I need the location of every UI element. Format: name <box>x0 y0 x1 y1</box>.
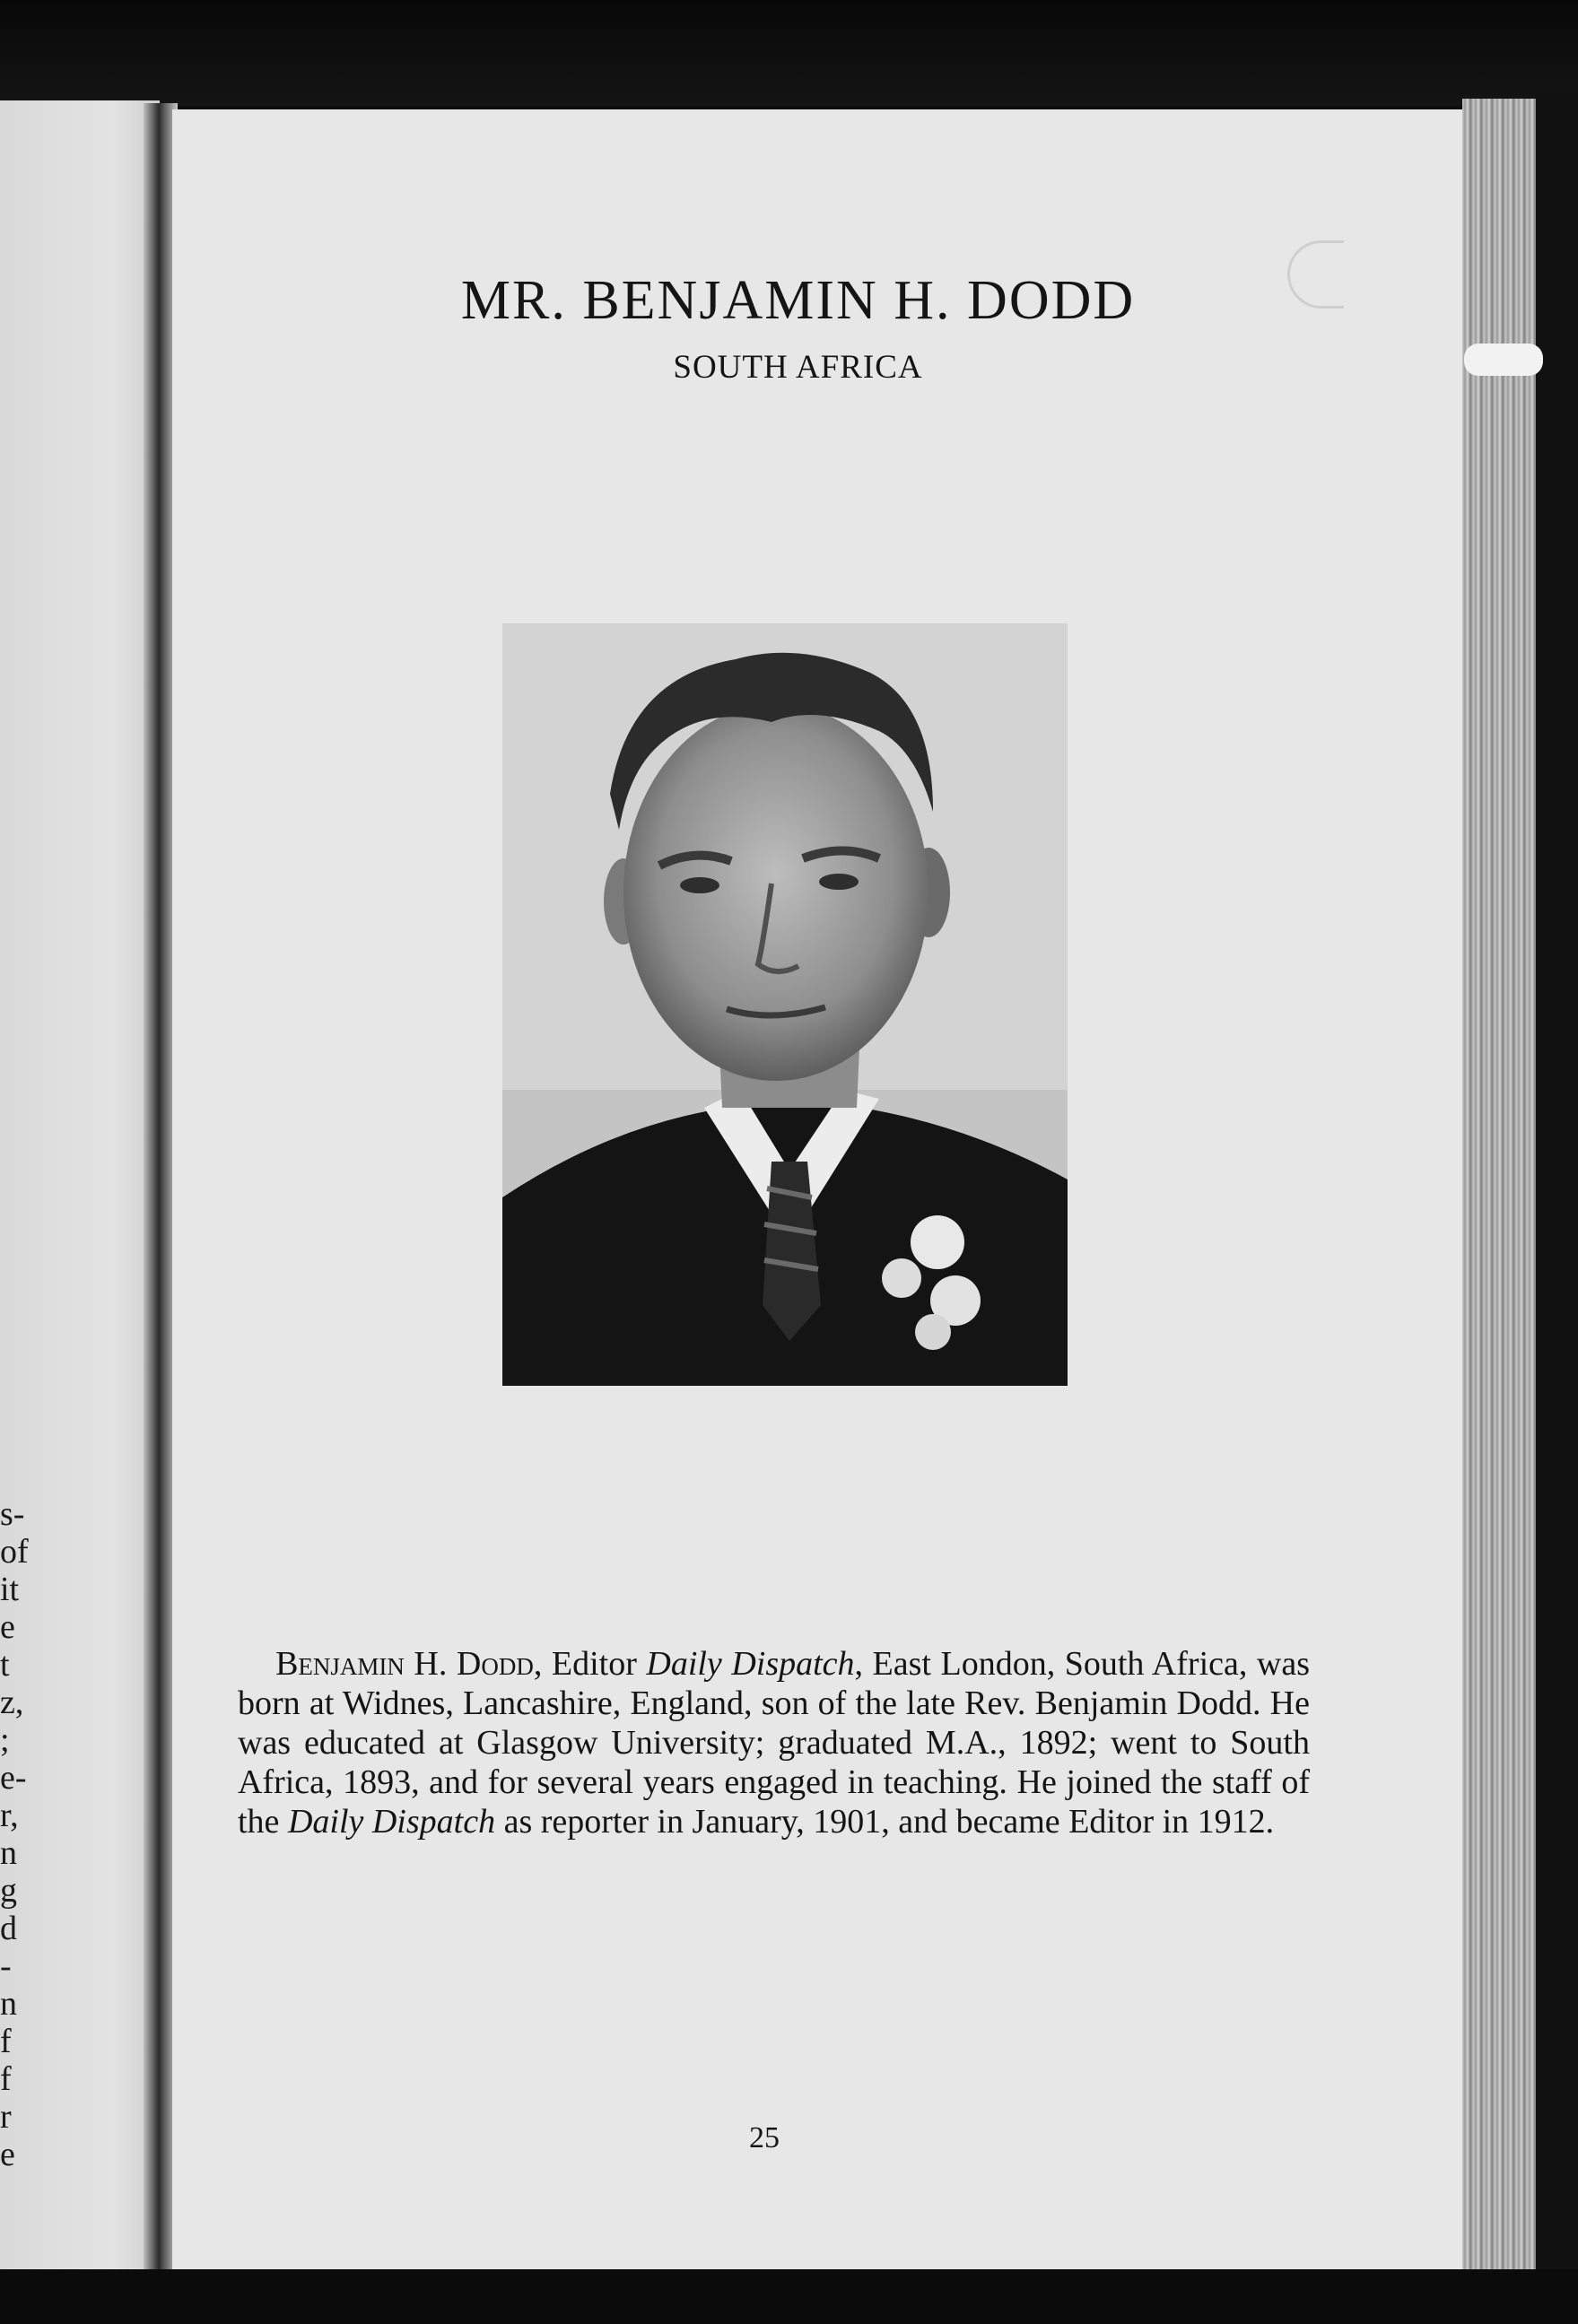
fragment-line: g <box>0 1872 17 1910</box>
page-number: 25 <box>749 2121 780 2154</box>
fragment-line: n <box>0 1985 17 2023</box>
fragment-line: d <box>0 1910 17 1947</box>
facing-page-left <box>0 100 160 2271</box>
portrait-photo <box>502 623 1068 1386</box>
bio-text-3: as reporter in January, 1901, and became Editor in 1912. <box>495 1803 1275 1841</box>
bio-publication: Daily Dispatch <box>646 1645 855 1683</box>
fragment-line: - <box>0 1947 12 1985</box>
fragment-line: s- <box>0 1495 25 1533</box>
scanner-background-bottom <box>0 2269 1578 2324</box>
book-cover-edge <box>1536 90 1578 2324</box>
fragment-line: t <box>0 1646 10 1684</box>
fragment-line: of <box>0 1533 29 1571</box>
page-edges <box>1462 99 1543 2278</box>
fragment-line: r <box>0 2098 12 2136</box>
fragment-line: e <box>0 1608 15 1646</box>
bio-publication-2: Daily Dispatch <box>287 1803 496 1841</box>
page-subtitle: SOUTH AFRICA <box>673 349 923 386</box>
fragment-line: f <box>0 2023 12 2060</box>
fragment-line: n <box>0 1834 17 1872</box>
fragment-line: ; <box>0 1721 10 1759</box>
fragment-line: it <box>0 1571 20 1608</box>
portrait-illustration <box>502 623 1068 1386</box>
bio-subject-name: Benjamin H. Dodd <box>275 1645 534 1683</box>
page-tab-mark <box>1464 344 1543 376</box>
bio-text-2: , East London, South Africa, was born at Widnes, Lancashire, England, son of the late Rev. Benjamin Dodd. He was educated at Glasgow University; graduated M.A., 1892; went to South Africa, 1893, and for several years engaged in teaching. He joined the staff of the <box>238 1645 1310 1841</box>
scanner-background-top <box>0 0 1578 106</box>
facing-page-text-fragments <box>0 1495 27 2173</box>
biography-paragraph <box>238 1644 1310 1841</box>
fragment-line: z, <box>0 1684 24 1721</box>
bio-text-1: , Editor <box>533 1645 647 1683</box>
fragment-line: e- <box>0 1759 27 1797</box>
fragment-line: e <box>0 2136 15 2173</box>
fragment-line: f <box>0 2060 12 2098</box>
fragment-line: r, <box>0 1797 19 1834</box>
page-title: MR. BENJAMIN H. DODD <box>460 270 1136 331</box>
